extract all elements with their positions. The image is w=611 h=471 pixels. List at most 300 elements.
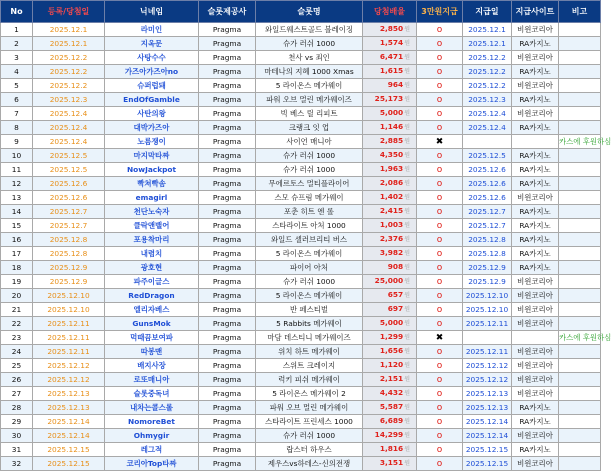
row-pay-site: 비윈코리아 [512, 457, 559, 471]
row-date: 2025.12.1 [33, 37, 105, 51]
row-paid-status [417, 107, 463, 121]
row-date: 2025.12.12 [33, 373, 105, 387]
row-provider: Pragma [199, 93, 256, 107]
row-date: 2025.12.15 [33, 443, 105, 457]
row-pay-date: 2025.12.8 [463, 233, 512, 247]
row-multiplier [363, 233, 417, 247]
row-multiplier [363, 149, 417, 163]
row-provider: Pragma [199, 219, 256, 233]
row-note [559, 163, 601, 177]
row-pay-site: RA카지노 [512, 247, 559, 261]
table-row [1, 135, 601, 149]
row-number: 20 [1, 289, 33, 303]
row-number: 4 [1, 65, 33, 79]
row-date: 2025.12.10 [33, 303, 105, 317]
row-game: 스타라이트 프린세스 1000 [256, 415, 363, 429]
row-number: 24 [1, 345, 33, 359]
multiplier-value: 25,173 [374, 94, 404, 103]
row-provider: Pragma [199, 163, 256, 177]
row-game: 5 라이온스 메가웨이 [256, 79, 363, 93]
table-row [1, 401, 601, 415]
row-pay-date: 2025.12.9 [463, 275, 512, 289]
row-note [559, 457, 601, 471]
row-note [559, 415, 601, 429]
multiplier-value: 908 [387, 262, 404, 271]
table-row [1, 65, 601, 79]
row-pay-site: 비윈코리아 [512, 191, 559, 205]
row-pay-date: 2025.12.13 [463, 401, 512, 415]
row-number: 1 [1, 23, 33, 37]
row-paid-status [417, 135, 463, 149]
multiplier-value: 1,963 [379, 164, 404, 173]
row-number: 3 [1, 51, 33, 65]
row-date: 2025.12.2 [33, 51, 105, 65]
row-paid-status [417, 345, 463, 359]
row-paid-status [417, 373, 463, 387]
row-paid-status [417, 121, 463, 135]
row-note [559, 149, 601, 163]
row-game: 5 라이온스 메가웨이 [256, 247, 363, 261]
multiplier-value: 2,376 [379, 234, 404, 243]
table-row [1, 121, 601, 135]
row-pay-date: 2025.12.11 [463, 345, 512, 359]
row-pay-date [463, 135, 512, 149]
row-note [559, 205, 601, 219]
row-date: 2025.12.14 [33, 429, 105, 443]
row-pay-site: RA카지노 [512, 121, 559, 135]
row-date: 2025.12.3 [33, 93, 105, 107]
circle-mark-icon: o [436, 108, 443, 119]
currency-suffix: 원 [404, 138, 410, 145]
row-multiplier [363, 93, 417, 107]
multiplier-value: 6,689 [379, 416, 404, 425]
row-nickname: 포용착마리 [105, 233, 199, 247]
row-number: 13 [1, 191, 33, 205]
row-multiplier [363, 191, 417, 205]
multiplier-value: 5,000 [379, 318, 404, 327]
row-number: 30 [1, 429, 33, 443]
row-multiplier [363, 401, 417, 415]
row-pay-site: 비윈코리아 [512, 51, 559, 65]
currency-suffix: 원 [404, 166, 410, 173]
row-provider: Pragma [199, 429, 256, 443]
row-pay-date: 2025.12.6 [463, 191, 512, 205]
row-note [559, 233, 601, 247]
currency-suffix: 원 [404, 306, 410, 313]
currency-suffix: 원 [404, 54, 410, 61]
row-number: 25 [1, 359, 33, 373]
row-note [559, 107, 601, 121]
header-multiplier: 당첨배율 [363, 1, 417, 23]
circle-mark-icon: o [436, 458, 443, 469]
row-number: 14 [1, 205, 33, 219]
circle-mark-icon: o [436, 178, 443, 189]
multiplier-value: 1,299 [379, 332, 404, 341]
row-multiplier [363, 373, 417, 387]
row-pay-site: 비윈코리아 [512, 359, 559, 373]
row-paid-status [417, 247, 463, 261]
row-paid-status [417, 219, 463, 233]
currency-suffix: 원 [404, 222, 410, 229]
circle-mark-icon: o [436, 402, 443, 413]
multiplier-value: 657 [387, 290, 404, 299]
circle-mark-icon: o [436, 430, 443, 441]
row-nickname: 먹때끔보여파 [105, 331, 199, 345]
row-number: 7 [1, 107, 33, 121]
row-provider: Pragma [199, 303, 256, 317]
row-pay-date: 2025.12.15 [463, 443, 512, 457]
row-game: 와일드웨스트골드 블레이징 [256, 23, 363, 37]
row-number: 29 [1, 415, 33, 429]
multiplier-value: 25,000 [374, 276, 404, 285]
table-row [1, 275, 601, 289]
row-number: 31 [1, 443, 33, 457]
circle-mark-icon: o [436, 192, 443, 203]
row-number: 5 [1, 79, 33, 93]
row-pay-date: 2025.12.13 [463, 387, 512, 401]
header-no: No [1, 1, 33, 23]
row-provider: Pragma [199, 23, 256, 37]
row-note [559, 93, 601, 107]
row-multiplier [363, 331, 417, 345]
table-row [1, 429, 601, 443]
row-pay-site: 비윈코리아 [512, 107, 559, 121]
row-note [559, 23, 601, 37]
row-multiplier [363, 345, 417, 359]
table-row [1, 93, 601, 107]
row-pay-date: 2025.12.15 [463, 457, 512, 471]
row-note [559, 261, 601, 275]
table-row [1, 443, 601, 457]
currency-suffix: 원 [404, 124, 410, 131]
row-pay-site: 비윈코리아 [512, 275, 559, 289]
row-note [559, 191, 601, 205]
row-provider: Pragma [199, 79, 256, 93]
row-nickname: Ohmygir [105, 429, 199, 443]
row-game: 파워 오브 멀린 메가웨이즈 [256, 93, 363, 107]
row-multiplier [363, 289, 417, 303]
multiplier-value: 1,615 [379, 66, 404, 75]
header-date: 등록/당첨일 [33, 1, 105, 23]
row-game: 크랭크 잇 업 [256, 121, 363, 135]
row-number: 21 [1, 303, 33, 317]
row-date: 2025.12.15 [33, 457, 105, 471]
row-provider: Pragma [199, 317, 256, 331]
circle-mark-icon: o [436, 206, 443, 217]
row-number: 12 [1, 177, 33, 191]
row-paid-status [417, 205, 463, 219]
currency-suffix: 원 [404, 82, 410, 89]
currency-suffix: 원 [404, 376, 410, 383]
row-date: 2025.12.2 [33, 65, 105, 79]
row-multiplier [363, 303, 417, 317]
row-pay-date: 2025.12.10 [463, 303, 512, 317]
currency-suffix: 원 [404, 194, 410, 201]
row-provider: Pragma [199, 107, 256, 121]
row-date: 2025.12.1 [33, 23, 105, 37]
circle-mark-icon: o [436, 360, 443, 371]
table-row [1, 37, 601, 51]
row-game: 마테나의 지혜 1000 Xmas [256, 65, 363, 79]
row-paid-status [417, 233, 463, 247]
row-pay-site: RA카지노 [512, 37, 559, 51]
row-provider: Pragma [199, 289, 256, 303]
row-pay-date: 2025.12.10 [463, 289, 512, 303]
header-nickname: 닉네임 [105, 1, 199, 23]
row-date: 2025.12.4 [33, 135, 105, 149]
row-multiplier [363, 65, 417, 79]
row-nickname: 천단노숙자 [105, 205, 199, 219]
circle-mark-icon: o [436, 276, 443, 287]
row-date: 2025.12.10 [33, 289, 105, 303]
row-pay-site: RA카지노 [512, 401, 559, 415]
table-row [1, 289, 601, 303]
row-nickname: 코리아Top타짜 [105, 457, 199, 471]
row-nickname: 내차는콜스롤 [105, 401, 199, 415]
circle-mark-icon: o [436, 94, 443, 105]
row-number: 16 [1, 233, 33, 247]
row-paid-status [417, 51, 463, 65]
row-number: 2 [1, 37, 33, 51]
row-provider: Pragma [199, 135, 256, 149]
row-note [559, 79, 601, 93]
circle-mark-icon: o [436, 290, 443, 301]
row-pay-site: RA카지노 [512, 443, 559, 457]
x-mark-icon: ✖ [435, 136, 444, 147]
currency-suffix: 원 [404, 250, 410, 257]
row-provider: Pragma [199, 51, 256, 65]
row-date: 2025.12.12 [33, 359, 105, 373]
row-date: 2025.12.11 [33, 317, 105, 331]
row-number: 28 [1, 401, 33, 415]
row-number: 9 [1, 135, 33, 149]
row-paid-status [417, 23, 463, 37]
row-pay-date: 2025.12.6 [463, 163, 512, 177]
circle-mark-icon: o [436, 164, 443, 175]
currency-suffix: 원 [404, 208, 410, 215]
row-number: 18 [1, 261, 33, 275]
row-pay-site: RA카지노 [512, 415, 559, 429]
table-row [1, 233, 601, 247]
circle-mark-icon: o [436, 24, 443, 35]
row-game: 와일드 셀러브리티 버스 [256, 233, 363, 247]
row-provider: Pragma [199, 233, 256, 247]
currency-suffix: 원 [404, 446, 410, 453]
currency-suffix: 원 [404, 110, 410, 117]
currency-suffix: 원 [404, 68, 410, 75]
row-game: 반 페스티벌 [256, 303, 363, 317]
circle-mark-icon: o [436, 150, 443, 161]
table-row [1, 219, 601, 233]
row-nickname: 사탕수수 [105, 51, 199, 65]
row-paid-status [417, 65, 463, 79]
row-pay-date: 2025.12.14 [463, 429, 512, 443]
row-date: 2025.12.6 [33, 191, 105, 205]
multiplier-value: 697 [387, 304, 404, 313]
row-pay-date: 2025.12.1 [463, 37, 512, 51]
row-multiplier [363, 261, 417, 275]
row-provider: Pragma [199, 247, 256, 261]
row-game: 천사 vs 죄인 [256, 51, 363, 65]
row-game: 파이어 아처 [256, 261, 363, 275]
row-pay-site: RA카지노 [512, 205, 559, 219]
circle-mark-icon: o [436, 374, 443, 385]
row-pay-site: RA카지노 [512, 149, 559, 163]
table-row [1, 23, 601, 37]
row-nickname: GunsMok [105, 317, 199, 331]
row-number: 26 [1, 373, 33, 387]
row-number: 19 [1, 275, 33, 289]
table-row [1, 331, 601, 345]
row-number: 32 [1, 457, 33, 471]
row-provider: Pragma [199, 443, 256, 457]
row-multiplier [363, 23, 417, 37]
row-pay-site [512, 331, 559, 345]
row-number: 22 [1, 317, 33, 331]
row-nickname: 파주이글스 [105, 275, 199, 289]
currency-suffix: 원 [404, 180, 410, 187]
circle-mark-icon: o [436, 318, 443, 329]
row-nickname: 내렴치 [105, 247, 199, 261]
circle-mark-icon: o [436, 262, 443, 273]
row-game: 포춘 히트 엔 롤 [256, 205, 363, 219]
circle-mark-icon: o [436, 444, 443, 455]
row-game: 빅 베스 릴 리피트 [256, 107, 363, 121]
row-date: 2025.12.7 [33, 205, 105, 219]
header-pay-date: 지급일 [463, 1, 512, 23]
row-nickname: 지옥문 [105, 37, 199, 51]
row-note [559, 401, 601, 415]
row-provider: Pragma [199, 149, 256, 163]
row-provider: Pragma [199, 415, 256, 429]
row-paid-status [417, 303, 463, 317]
row-pay-date: 2025.12.2 [463, 65, 512, 79]
row-pay-site: 비윈코리아 [512, 345, 559, 359]
row-provider: Pragma [199, 345, 256, 359]
row-nickname: NomoreBet [105, 415, 199, 429]
row-pay-site: RA카지노 [512, 65, 559, 79]
row-number: 23 [1, 331, 33, 345]
multiplier-value: 1,146 [379, 122, 404, 131]
row-pay-date: 2025.12.4 [463, 121, 512, 135]
row-provider: Pragma [199, 121, 256, 135]
row-note [559, 345, 601, 359]
row-pay-site: 비윈코리아 [512, 373, 559, 387]
multiplier-value: 2,415 [379, 206, 404, 215]
circle-mark-icon: o [436, 416, 443, 427]
row-provider: Pragma [199, 275, 256, 289]
multiplier-value: 2,086 [379, 178, 404, 187]
row-pay-date: 2025.12.1 [463, 23, 512, 37]
table-row [1, 303, 601, 317]
currency-suffix: 원 [404, 432, 410, 439]
row-nickname: 로또매니아 [105, 373, 199, 387]
row-date: 2025.12.4 [33, 121, 105, 135]
row-multiplier [363, 79, 417, 93]
row-multiplier [363, 205, 417, 219]
multiplier-value: 1,003 [379, 220, 404, 229]
row-pay-date: 2025.12.14 [463, 415, 512, 429]
row-multiplier [363, 443, 417, 457]
row-note [559, 303, 601, 317]
row-provider: Pragma [199, 359, 256, 373]
row-paid-status [417, 415, 463, 429]
row-nickname: 따봉맨 [105, 345, 199, 359]
row-game: 위치 하트 메가웨이 [256, 345, 363, 359]
row-nickname: 마지막타짜 [105, 149, 199, 163]
table-row [1, 261, 601, 275]
row-number: 11 [1, 163, 33, 177]
multiplier-value: 2,885 [379, 136, 404, 145]
row-multiplier [363, 317, 417, 331]
row-note [559, 247, 601, 261]
multiplier-value: 1,120 [379, 360, 404, 369]
row-pay-date: 2025.12.9 [463, 261, 512, 275]
row-game: 파워 오브 멀린 메가웨이 [256, 401, 363, 415]
row-note [559, 177, 601, 191]
multiplier-value: 3,151 [379, 458, 404, 467]
table-row [1, 149, 601, 163]
row-paid-status [417, 387, 463, 401]
circle-mark-icon: o [436, 122, 443, 133]
row-pay-date: 2025.12.3 [463, 93, 512, 107]
row-paid-status [417, 331, 463, 345]
row-nickname: 클락앤밸어 [105, 219, 199, 233]
currency-suffix: 원 [404, 362, 410, 369]
circle-mark-icon: o [436, 66, 443, 77]
row-pay-site: RA카지노 [512, 177, 559, 191]
multiplier-value: 6,471 [379, 52, 404, 61]
row-paid-status [417, 93, 463, 107]
row-note: 카스에 후원하심 [559, 135, 601, 149]
row-pay-site: 비윈코리아 [512, 429, 559, 443]
row-pay-site: RA카지노 [512, 219, 559, 233]
multiplier-value: 1,402 [379, 192, 404, 201]
row-paid-status [417, 79, 463, 93]
row-game: 스모 슈프림 메가웨이 [256, 191, 363, 205]
currency-suffix: 원 [404, 404, 410, 411]
currency-suffix: 원 [404, 40, 410, 47]
row-nickname: 엘리자베스 [105, 303, 199, 317]
row-date: 2025.12.11 [33, 331, 105, 345]
row-date: 2025.12.2 [33, 79, 105, 93]
multiplier-value: 964 [387, 80, 404, 89]
currency-suffix: 원 [404, 334, 410, 341]
row-note [559, 121, 601, 135]
row-note [559, 65, 601, 79]
currency-suffix: 원 [404, 292, 410, 299]
row-paid-status [417, 37, 463, 51]
row-pay-date: 2025.12.12 [463, 359, 512, 373]
row-multiplier [363, 51, 417, 65]
row-nickname: 빡쳐빡솜 [105, 177, 199, 191]
circle-mark-icon: o [436, 38, 443, 49]
row-date: 2025.12.11 [33, 345, 105, 359]
circle-mark-icon: o [436, 234, 443, 245]
row-note [559, 387, 601, 401]
row-multiplier [363, 275, 417, 289]
row-pay-site: 비윈코리아 [512, 387, 559, 401]
row-date: 2025.12.9 [33, 261, 105, 275]
row-paid-status [417, 149, 463, 163]
row-multiplier [363, 387, 417, 401]
row-pay-date: 2025.12.6 [463, 177, 512, 191]
row-note: 카스에 후원하심 [559, 331, 601, 345]
row-note [559, 219, 601, 233]
row-nickname: emagirl [105, 191, 199, 205]
multiplier-value: 1,656 [379, 346, 404, 355]
currency-suffix: 원 [404, 236, 410, 243]
